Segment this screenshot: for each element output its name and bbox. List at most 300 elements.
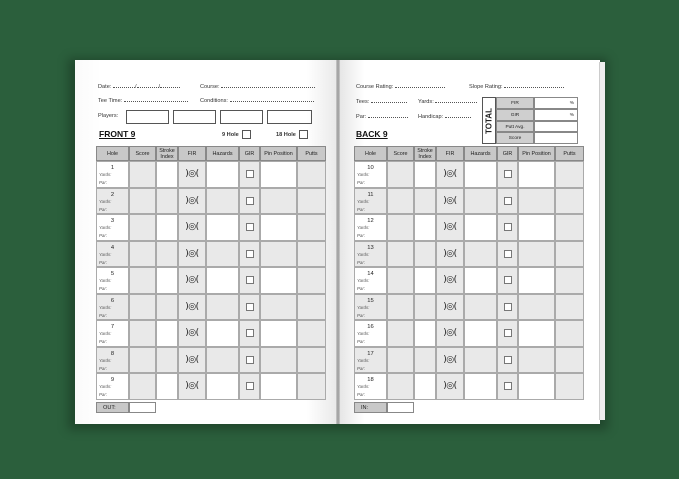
total-putt-avg-label: Putt Avg. (496, 121, 534, 133)
date-separator: / (158, 84, 161, 90)
cell-stroke-index[interactable] (156, 161, 178, 188)
tee-time-field (98, 97, 188, 104)
cell-gir[interactable] (239, 214, 260, 241)
par-line[interactable] (368, 113, 408, 118)
gir-checkbox-icon[interactable] (504, 276, 512, 284)
cell-fir[interactable] (178, 161, 206, 188)
fir-target-icon[interactable]: )◎( (185, 248, 199, 259)
front-nine-title: FRONT 9 (99, 129, 136, 139)
hole-number: 18 (367, 377, 374, 383)
cell-stroke-index[interactable] (156, 214, 178, 241)
cell-gir[interactable] (239, 373, 260, 400)
cell-hazards[interactable] (464, 347, 497, 374)
hole-number: 11 (367, 191, 374, 198)
total-score-value[interactable] (534, 132, 578, 144)
par-sub-label: Par: (99, 312, 108, 318)
cell-putts[interactable] (555, 161, 584, 188)
cell-score[interactable] (129, 161, 156, 188)
cell-gir[interactable] (497, 241, 518, 268)
yards-sub-label: Yards: (357, 357, 370, 363)
cell-fir[interactable] (436, 347, 464, 374)
cell-pin-position[interactable] (518, 214, 555, 241)
fir-target-icon[interactable]: )◎( (443, 275, 457, 285)
gir-checkbox-icon[interactable] (504, 382, 512, 390)
hole-number: 12 (367, 218, 374, 224)
cell-stroke-index[interactable] (156, 294, 178, 321)
date-separator: / (134, 84, 137, 90)
cell-hazards[interactable] (464, 161, 497, 188)
cell-score[interactable] (387, 241, 414, 268)
cell-fir[interactable] (436, 373, 464, 400)
cell-hole (96, 188, 129, 215)
cell-fir[interactable] (178, 214, 206, 241)
cell-hazards[interactable] (464, 241, 497, 268)
nine-hole-checkbox[interactable] (242, 130, 251, 139)
hole-number: 6 (110, 297, 115, 304)
cell-hole (96, 373, 129, 400)
cell-score[interactable] (387, 161, 414, 188)
cell-pin-position[interactable] (260, 294, 297, 321)
book-gutter (336, 60, 340, 424)
yards-sub-label: Yards: (99, 251, 112, 257)
cell-score[interactable] (129, 214, 156, 241)
cell-hazards[interactable] (464, 214, 497, 241)
col-header-fir: FIR (436, 146, 464, 161)
cell-stroke-index[interactable] (414, 241, 436, 268)
cell-putts[interactable] (555, 188, 584, 215)
hole-number: 1 (110, 165, 115, 171)
col-header-putts: Putts (555, 146, 584, 161)
eighteen-hole-option (276, 130, 308, 139)
par-sub-label: Par: (99, 392, 108, 397)
yards-sub-label: Yards: (357, 278, 370, 283)
gir-checkbox-icon[interactable] (504, 250, 512, 258)
col-header-stroke-index: Stroke Index (156, 146, 178, 161)
cell-hazards[interactable] (464, 267, 497, 294)
page-edge (599, 62, 605, 420)
back-nine-title: BACK 9 (356, 129, 388, 139)
hole-number: 10 (367, 165, 374, 171)
cell-putts[interactable] (555, 320, 584, 347)
yards-sub-label: Yards: (99, 172, 112, 177)
cell-gir[interactable] (497, 294, 518, 321)
gir-checkbox-icon[interactable] (246, 197, 254, 205)
cell-score[interactable] (129, 241, 156, 268)
cell-gir[interactable] (497, 347, 518, 374)
cell-hazards[interactable] (206, 267, 239, 294)
gir-checkbox-icon[interactable] (246, 356, 254, 364)
hole-number: 4 (110, 244, 115, 251)
yards-label: Yards: (418, 99, 434, 105)
cell-hole (96, 161, 129, 188)
cell-hazards[interactable] (206, 294, 239, 321)
cell-score[interactable] (387, 373, 414, 400)
cell-hole (96, 214, 129, 241)
gir-checkbox-icon[interactable] (504, 303, 512, 311)
col-header-gir: GIR (239, 146, 260, 161)
fir-target-icon[interactable]: )◎( (185, 354, 199, 365)
cell-putts[interactable] (297, 294, 326, 321)
cell-gir[interactable] (497, 267, 518, 294)
cell-stroke-index[interactable] (156, 267, 178, 294)
col-header-pin-position: Pin Position (518, 146, 555, 161)
gir-checkbox-icon[interactable] (246, 250, 254, 258)
cell-hole (96, 241, 129, 268)
cell-score[interactable] (129, 267, 156, 294)
cell-hazards[interactable] (464, 373, 497, 400)
cell-hazards[interactable] (206, 347, 239, 374)
cell-pin-position[interactable] (260, 267, 297, 294)
cell-pin-position[interactable] (518, 294, 555, 321)
fir-target-icon[interactable]: )◎( (443, 301, 457, 312)
date-field (98, 83, 180, 90)
cell-stroke-index[interactable] (414, 347, 436, 374)
player-box-4[interactable] (267, 110, 312, 124)
cell-hazards[interactable] (464, 320, 497, 347)
cell-hole (354, 373, 387, 400)
yards-sub-label: Yards: (357, 172, 370, 177)
col-header-putts: Putts (297, 146, 326, 161)
cell-stroke-index[interactable] (156, 373, 178, 400)
col-header-hazards: Hazards (206, 146, 239, 161)
par-sub-label: Par: (99, 206, 108, 212)
total-label-box (482, 97, 496, 144)
cell-hole (96, 347, 129, 374)
cell-hole (354, 347, 387, 374)
col-header-gir: GIR (497, 146, 518, 161)
cell-pin-position[interactable] (518, 373, 555, 400)
cell-gir[interactable] (497, 320, 518, 347)
par-sub-label: Par: (99, 339, 108, 344)
fir-target-icon[interactable]: )◎( (185, 222, 199, 232)
cell-stroke-index[interactable] (414, 320, 436, 347)
col-header-pin-position: Pin Position (260, 146, 297, 161)
in-label: IN: (354, 402, 387, 413)
cell-hazards[interactable] (206, 161, 239, 188)
cell-stroke-index[interactable] (414, 267, 436, 294)
par-sub-label: Par: (357, 286, 366, 291)
cell-score[interactable] (387, 294, 414, 321)
slope-rating-line[interactable] (504, 83, 564, 88)
tees-label: Tees: (356, 99, 370, 105)
cell-score[interactable] (129, 294, 156, 321)
par-sub-label: Par: (357, 392, 366, 397)
cell-gir[interactable] (497, 373, 518, 400)
total-summary-table (482, 97, 578, 144)
course-label: Course: (200, 84, 220, 90)
cell-putts[interactable] (297, 214, 326, 241)
in-total-box[interactable] (387, 402, 414, 413)
cell-putts[interactable] (297, 161, 326, 188)
fir-target-icon[interactable]: )◎( (443, 328, 457, 338)
cell-score[interactable] (387, 320, 414, 347)
cell-putts[interactable] (297, 320, 326, 347)
fir-target-icon[interactable]: )◎( (443, 381, 457, 391)
cell-gir[interactable] (239, 320, 260, 347)
par-sub-label: Par: (357, 365, 366, 371)
cell-putts[interactable] (555, 267, 584, 294)
date-label: Date: (98, 84, 112, 90)
cell-pin-position[interactable] (260, 188, 297, 215)
hole-number: 2 (110, 191, 115, 198)
cell-putts[interactable] (297, 373, 326, 400)
cell-hazards[interactable] (206, 373, 239, 400)
course-rating-field (356, 83, 445, 90)
cell-pin-position[interactable] (260, 373, 297, 400)
handicap-field (418, 113, 471, 120)
fir-target-icon[interactable]: )◎( (185, 169, 199, 179)
hole-number: 3 (110, 218, 115, 224)
yards-sub-label: Yards: (357, 198, 370, 204)
hole-number: 7 (110, 324, 115, 330)
gir-checkbox-icon[interactable] (504, 223, 512, 231)
hole-number: 16 (367, 324, 374, 330)
yards-sub-label: Yards: (99, 225, 112, 230)
course-rating-line[interactable] (395, 83, 445, 88)
fir-target-icon[interactable]: )◎( (185, 381, 199, 391)
date-month-line[interactable] (134, 83, 159, 90)
players-label: Players: (98, 113, 119, 119)
cell-stroke-index[interactable] (414, 373, 436, 400)
hole-number: 13 (367, 244, 374, 251)
par-label: Par: (356, 114, 367, 120)
cell-pin-position[interactable] (260, 161, 297, 188)
cell-score[interactable] (387, 188, 414, 215)
cell-fir[interactable] (436, 267, 464, 294)
cell-fir[interactable] (436, 320, 464, 347)
total-gir-label: GIR (496, 109, 534, 121)
cell-putts[interactable] (297, 267, 326, 294)
col-header-stroke-index: Stroke Index (414, 146, 436, 161)
cell-hazards[interactable] (464, 188, 497, 215)
yards-sub-label: Yards: (99, 278, 112, 283)
cell-fir[interactable] (178, 188, 206, 215)
yards-sub-label: Yards: (99, 331, 112, 336)
fir-target-icon[interactable]: )◎( (185, 328, 199, 338)
conditions-label: Conditions: (200, 98, 228, 104)
cell-pin-position[interactable] (518, 188, 555, 215)
par-sub-label: Par: (99, 365, 108, 371)
cell-gir[interactable] (239, 267, 260, 294)
cell-stroke-index[interactable] (156, 188, 178, 215)
cell-score[interactable] (129, 188, 156, 215)
yards-field (418, 98, 477, 105)
cell-fir[interactable] (178, 294, 206, 321)
cell-putts[interactable] (297, 347, 326, 374)
eighteen-hole-checkbox[interactable] (299, 130, 308, 139)
cell-putts[interactable] (555, 294, 584, 321)
yards-sub-label: Yards: (99, 198, 112, 204)
slope-rating-field (469, 83, 564, 90)
par-sub-label: Par: (357, 180, 366, 185)
nine-hole-label: 9 Hole (222, 131, 239, 138)
gir-checkbox-icon[interactable] (246, 382, 254, 390)
gir-checkbox-icon[interactable] (246, 276, 254, 284)
gir-checkbox-icon[interactable] (504, 197, 512, 205)
gir-checkbox-icon[interactable] (246, 223, 254, 231)
hole-number: 17 (367, 350, 374, 357)
par-sub-label: Par: (357, 206, 366, 212)
cell-gir[interactable] (239, 347, 260, 374)
conditions-field (200, 97, 314, 104)
cell-stroke-index[interactable] (414, 214, 436, 241)
gir-checkbox-icon[interactable] (504, 356, 512, 364)
conditions-line[interactable] (230, 97, 314, 102)
cell-pin-position[interactable] (260, 320, 297, 347)
fir-target-icon[interactable]: )◎( (185, 301, 199, 312)
cell-hazards[interactable] (206, 320, 239, 347)
hole-number: 5 (110, 271, 115, 277)
cell-stroke-index[interactable] (156, 320, 178, 347)
cell-pin-position[interactable] (518, 241, 555, 268)
cell-hole (354, 267, 387, 294)
tees-field (356, 98, 407, 105)
slope-rating-label: Slope Rating: (469, 84, 503, 90)
par-sub-label: Par: (99, 233, 108, 238)
cell-fir[interactable] (436, 294, 464, 321)
cell-hole (354, 241, 387, 268)
cell-putts[interactable] (297, 188, 326, 215)
yards-sub-label: Yards: (357, 251, 370, 257)
date-day-line[interactable] (113, 83, 135, 88)
cell-pin-position[interactable] (260, 241, 297, 268)
date-year-line[interactable] (160, 83, 180, 88)
cell-putts[interactable] (555, 241, 584, 268)
fir-target-icon[interactable]: )◎( (443, 195, 457, 206)
par-sub-label: Par: (357, 259, 366, 265)
cell-hole (96, 267, 129, 294)
course-rating-label: Course Rating: (356, 84, 394, 90)
cell-score[interactable] (387, 347, 414, 374)
par-field (356, 113, 408, 120)
cell-pin-position[interactable] (260, 214, 297, 241)
player-box-3[interactable] (220, 110, 263, 124)
par-sub-label: Par: (99, 180, 108, 185)
total-fir-label: FIR (496, 97, 534, 109)
cell-hole (354, 161, 387, 188)
player-box-1[interactable] (126, 110, 169, 124)
player-box-2[interactable] (173, 110, 216, 124)
hole-number: 15 (367, 297, 374, 304)
fir-target-icon[interactable]: )◎( (443, 354, 457, 365)
cell-putts[interactable] (297, 241, 326, 268)
tee-time-line[interactable] (124, 97, 188, 102)
cell-pin-position[interactable] (518, 161, 555, 188)
cell-gir[interactable] (239, 188, 260, 215)
yards-sub-label: Yards: (99, 384, 112, 389)
par-sub-label: Par: (357, 312, 366, 318)
tee-time-label: Tee Time: (98, 98, 123, 104)
cell-score[interactable] (387, 267, 414, 294)
yards-sub-label: Yards: (357, 384, 370, 389)
cell-stroke-index[interactable] (414, 188, 436, 215)
out-total-box[interactable] (129, 402, 156, 413)
cell-score[interactable] (129, 373, 156, 400)
cell-gir[interactable] (497, 214, 518, 241)
total-gir-value[interactable]: % (534, 109, 578, 121)
cell-hole (354, 214, 387, 241)
tees-line[interactable] (371, 98, 407, 103)
cell-fir[interactable] (436, 214, 464, 241)
fir-target-icon[interactable]: )◎( (443, 169, 457, 179)
cell-score[interactable] (387, 214, 414, 241)
fir-target-icon[interactable]: )◎( (443, 248, 457, 259)
cell-hole (354, 294, 387, 321)
cell-gir[interactable] (239, 161, 260, 188)
cell-stroke-index[interactable] (414, 161, 436, 188)
handicap-label: Handicap: (418, 114, 444, 120)
handicap-line[interactable] (445, 113, 471, 118)
cell-fir[interactable] (178, 373, 206, 400)
cell-pin-position[interactable] (260, 347, 297, 374)
cell-fir[interactable] (436, 188, 464, 215)
par-sub-label: Par: (99, 286, 108, 291)
col-header-hazards: Hazards (464, 146, 497, 161)
total-fir-value[interactable]: % (534, 97, 578, 109)
cell-pin-position[interactable] (518, 347, 555, 374)
cell-hazards[interactable] (464, 294, 497, 321)
fir-target-icon[interactable]: )◎( (185, 195, 199, 206)
col-header-score: Score (387, 146, 414, 161)
cell-hazards[interactable] (206, 214, 239, 241)
cell-fir[interactable] (436, 161, 464, 188)
cell-hole (96, 320, 129, 347)
cell-gir[interactable] (239, 241, 260, 268)
fir-target-icon[interactable]: )◎( (185, 275, 199, 285)
nine-hole-option (222, 130, 251, 139)
cell-stroke-index[interactable] (156, 347, 178, 374)
gir-checkbox-icon[interactable] (246, 170, 254, 178)
cell-putts[interactable] (555, 373, 584, 400)
cell-fir[interactable] (178, 241, 206, 268)
cell-fir[interactable] (178, 347, 206, 374)
par-sub-label: Par: (99, 259, 108, 265)
gir-checkbox-icon[interactable] (504, 329, 512, 337)
gir-checkbox-icon[interactable] (246, 329, 254, 337)
yards-line[interactable] (435, 98, 477, 103)
cell-hole (354, 188, 387, 215)
par-sub-label: Par: (357, 233, 366, 238)
cell-putts[interactable] (555, 214, 584, 241)
cell-gir[interactable] (497, 161, 518, 188)
cell-fir[interactable] (178, 320, 206, 347)
gir-checkbox-icon[interactable] (504, 170, 512, 178)
course-line[interactable] (221, 83, 315, 88)
cell-pin-position[interactable] (518, 267, 555, 294)
cell-hole (354, 320, 387, 347)
cell-score[interactable] (129, 347, 156, 374)
cell-hazards[interactable] (206, 241, 239, 268)
cell-gir[interactable] (497, 188, 518, 215)
yards-sub-label: Yards: (357, 304, 370, 310)
cell-hazards[interactable] (206, 188, 239, 215)
cell-putts[interactable] (555, 347, 584, 374)
cell-hole (96, 294, 129, 321)
hole-number: 14 (367, 271, 374, 277)
gir-checkbox-icon[interactable] (246, 303, 254, 311)
course-field (200, 83, 315, 90)
cell-stroke-index[interactable] (156, 241, 178, 268)
total-putt-avg-value[interactable] (534, 121, 578, 133)
cell-score[interactable] (129, 320, 156, 347)
cell-stroke-index[interactable] (414, 294, 436, 321)
cell-fir[interactable] (436, 241, 464, 268)
cell-gir[interactable] (239, 294, 260, 321)
cell-fir[interactable] (178, 267, 206, 294)
cell-pin-position[interactable] (518, 320, 555, 347)
fir-target-icon[interactable]: )◎( (443, 222, 457, 232)
yards-sub-label: Yards: (357, 225, 370, 230)
